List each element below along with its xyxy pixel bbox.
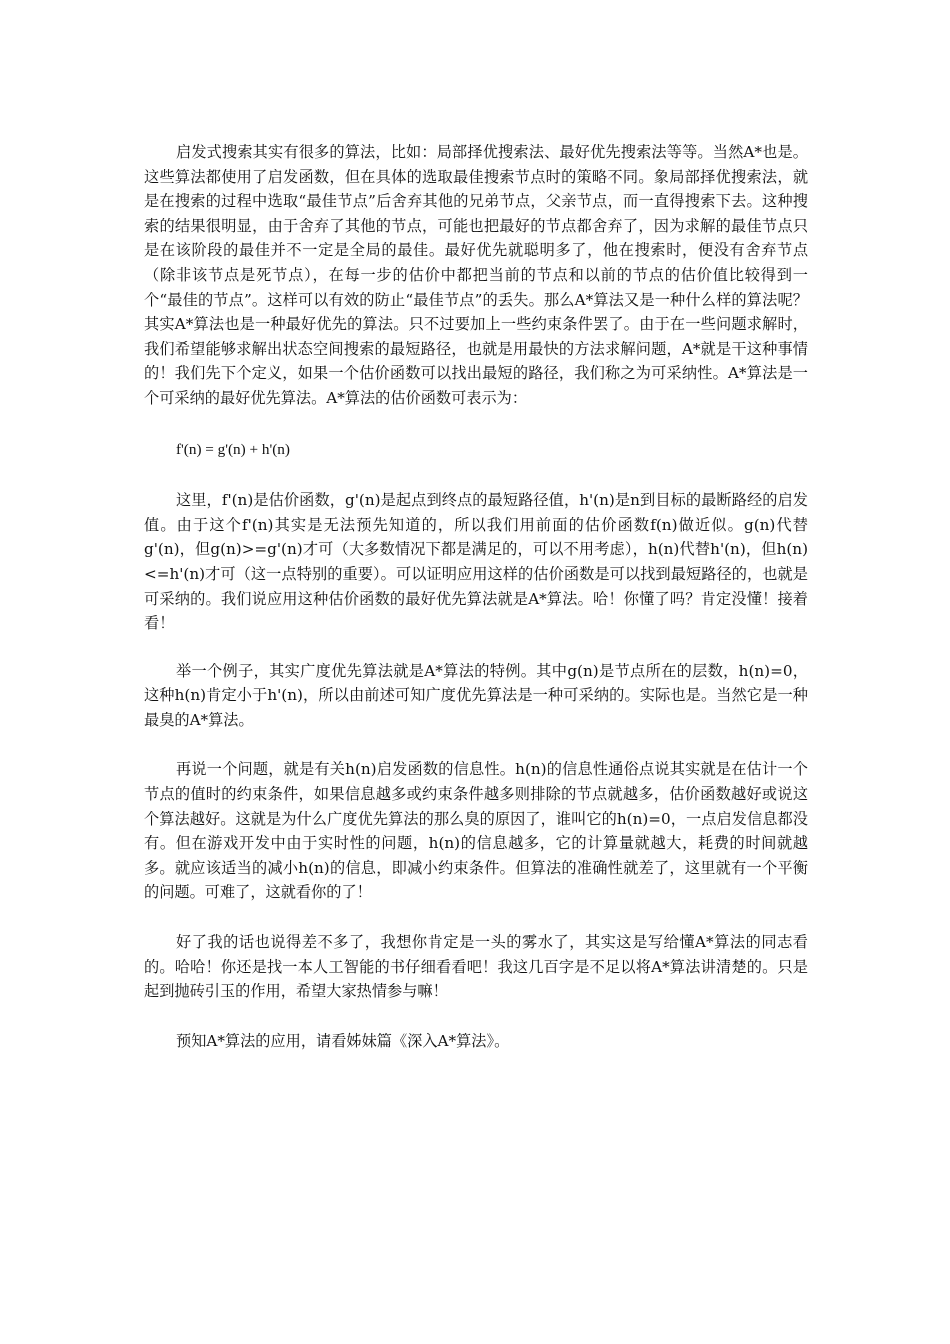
paragraph-spacer [144, 636, 808, 659]
paragraph-intro: 启发式搜索其实有很多的算法，比如：局部择优搜索法、最好优先搜索法等等。当然A*也是。这些算法都使用了启发函数，但在具体的选取最佳搜索节点时的策略不同。象局部择优搜索法，就是在搜索的过程中选取“最佳节点”后舍弃其他的兄弟节点，父亲节点，而一直得搜索下去。这种搜索的结果很明显，由于舍弃了其他的节点，可能也把最好的节点都舍弃了，因为求解的最佳节点只是在该阶段的最佳并不一定是全局的最佳。最好优先就聪明多了，他在搜索时，便没有舍弃节点（除非该节点是死节点），在每一步的估价中都把当前的节点和以前的节点的估价值比较得到一个“最佳的节点”。这样可以有效的防止“最佳节点”的丢失。那么A*算法又是一种什么样的算法呢？其实A*算法也是一种最好优先的算法。只不过要加上一些约束条件罢了。由于在一些问题求解时，我们希望能够求解出状态空间搜索的最短路径，也就是用最快的方法求解问题，A*就是干这种事情的！我们先下个定义，如果一个估价函数可以找出最短的路径，我们称之为可采纳性。A*算法是一个可采纳的最好优先算法。A*算法的估价函数可表示为： [144, 143, 808, 407]
paragraph-spacer [144, 905, 808, 930]
paragraph-preview: 预知A*算法的应用，请看姊妹篇《深入A*算法》。 [176, 1031, 510, 1050]
paragraph-definition: 这里，f'(n)是估价函数，g'(n)是起点到终点的最短路径值，h'(n)是n到目标的最断路经的启发值。由于这个f'(n)其实是无法预先知道的，所以我们用前面的估价函数f(n)做近似。g(n)代替g'(n)，但g(n)>=g'(n)才可（大多数情况下都是满足的，可以不用考虑），h(n)代替h'(n)，但h(n)<=h'(n)才可（这一点特别的重要）。可以证明应用这样的估价函数是可以找到最短路径的，也就是可采纳的。我们说应用这种估价函数的最好优先算法就是A*算法。哈！你懂了吗？肯定没懂！接着看！ [144, 491, 808, 633]
paragraph-closing: 好了我的话也说得差不多了，我想你肯定是一头的雾水了，其实这是写给懂A*算法的同志看的。哈哈！你还是找一本人工智能的书仔细看看吧！我这几百字是不足以将A*算法讲清楚的。只是起到抛砖引玉的作用，希望大家热情参与嘛！ [144, 933, 808, 1001]
paragraph-example: 举一个例子，其实广度优先算法就是A*算法的特例。其中g(n)是节点所在的层数，h(n)=0，这种h(n)肯定小于h'(n)，所以由前述可知广度优先算法是一种可采纳的。实际也是。当然它是一种最臭的A*算法。 [144, 661, 808, 729]
document-body [144, 140, 808, 1053]
paragraph-spacer [144, 1004, 808, 1029]
paragraph-heuristic-info: 再说一个问题，就是有关h(n)启发函数的信息性。h(n)的信息性通俗点说其实就是在估计一个节点的值时的约束条件，如果信息越多或约束条件越多则排除的节点就越多，估价函数越好或说这个算法越好。这就是为什么广度优先算法的那么臭的原因了，谁叫它的h(n)=0，一点启发信息都没有。但在游戏开发中由于实时性的问题，h(n)的信息越多，它的计算量就越大，耗费的时间就越多。就应该适当的减小h(n)的信息，即减小约束条件。但算法的准确性就差了，这里就有一个平衡的问题。可难了，这就看你的了！ [144, 760, 808, 902]
paragraph-spacer [144, 411, 808, 438]
formula-evaluation-function: f'(n) = g'(n) + h'(n) [176, 440, 290, 458]
paragraph-spacer [144, 462, 808, 488]
paragraph-spacer [144, 732, 808, 757]
